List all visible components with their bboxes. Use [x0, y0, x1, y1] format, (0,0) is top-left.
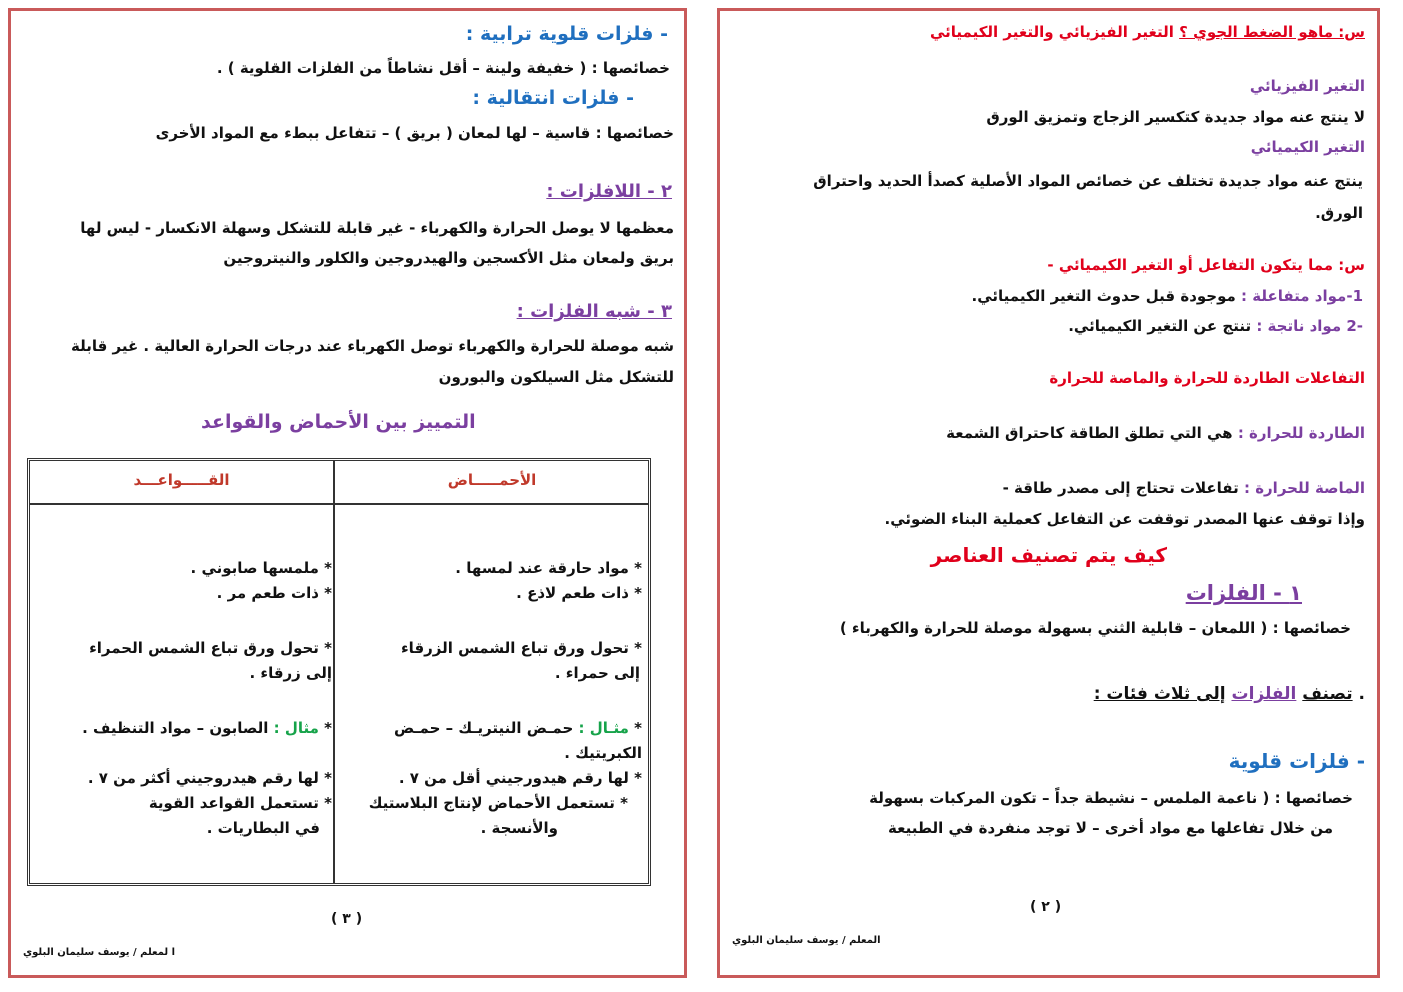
products-text: تنتج عن التغير الكيميائي.	[1068, 317, 1252, 335]
products-label: -2 مواد ناتجة :	[1256, 317, 1363, 335]
acid-example-label: مثـال :	[578, 719, 629, 737]
alkali-heading: - فلزات قلوية	[1228, 749, 1365, 773]
acid-prop-2: * ذات طعم لاذع .	[516, 584, 642, 602]
physical-change-label: التغير الفيزيائي	[1249, 77, 1365, 95]
base-example-text: الصابون – مواد التنظيف .	[82, 719, 269, 737]
base-prop-4: * لها رقم هيدروجيني أكثر من ٧ .	[87, 769, 332, 787]
exothermic-label: الطاردة للحرارة :	[1237, 424, 1365, 442]
nonmetals-heading: ٢ - اللافلزات :	[546, 181, 672, 202]
alkaline-earth-heading: - فلزات قلوية ترابية :	[465, 23, 668, 45]
question-1-prefix: س: ماهو الضغط الجوي ؟	[1179, 23, 1365, 41]
acid-prop-5: * تستعمل الأحماض لإنتاج البلاستيك	[368, 794, 628, 812]
acids-header: الأحمـــــاض	[447, 471, 537, 489]
acids-bases-table	[27, 458, 651, 886]
endothermic-line	[1003, 477, 1365, 499]
base-example-star: *	[324, 719, 332, 737]
teacher-name: ا لمعلم / يوسف سليمان البلوي	[23, 947, 176, 958]
table-header-divider	[30, 503, 648, 505]
classified-word-rest: إلى ثلاث فئات :	[1093, 684, 1226, 704]
metals-heading: ١ - الفلزات	[1185, 581, 1302, 605]
base-prop-3: * تحول ورق تباع الشمس الحمراء	[89, 639, 332, 657]
question-2: س: مما يتكون التفاعل أو التغير الكيميائي -	[1047, 256, 1365, 274]
classify-heading: كيف يتم تصنيف العناصر	[930, 543, 1167, 567]
exothermic-text: هي التي تطلق الطاقة كاحتراق الشمعة	[946, 424, 1233, 442]
chemical-change-text-1: ينتج عنه مواد جديدة تختلف عن خصائص المواد الأصلية كصدأ الحديد واحتراق	[813, 172, 1363, 190]
question-1-rest: التغير الفيزيائي والتغير الكيميائي	[929, 23, 1174, 41]
classified-line	[1094, 681, 1365, 707]
classified-word-1: تصنف	[1302, 684, 1353, 704]
exothermic-line	[946, 422, 1365, 444]
acid-example-2: الكبريتيك .	[564, 744, 642, 762]
question-1	[930, 21, 1365, 43]
base-example-label: مثال :	[273, 719, 319, 737]
acid-example-text: حمـض النيتريـك – حمـض	[393, 719, 574, 737]
table-divider	[333, 461, 335, 883]
nonmetals-line-2: بريق ولمعان مثل الأكسجين والهيدروجين والكلور والنيتروجين	[223, 249, 674, 267]
alkaline-earth-props: خصائصها : ( خفيفة ولينة – أقل نشاطاً من الفلزات القلوية ) .	[216, 59, 670, 77]
classified-word-metals: الفلزات	[1231, 684, 1297, 704]
acid-prop-5b: والأنسجة .	[480, 819, 558, 837]
alkali-props-1: خصائصها : ( ناعمة الملمس – نشيطة جداً – تكون المركبات بسهولة	[869, 789, 1353, 807]
acid-example-star: *	[634, 719, 642, 737]
page-2	[717, 8, 1380, 978]
table-title: التمييز بين الأحماض والقواعد	[201, 411, 476, 433]
endothermic-text-2: وإذا توقف عنها المصدر توقفت عن التفاعل كعملية البناء الضوئي.	[884, 510, 1365, 528]
metals-props: خصائصها : ( اللمعان – قابلية الثني بسهولة موصلة للحرارة والكهرباء )	[839, 619, 1351, 637]
teacher-name: المعلم / يوسف سليمان البلوي	[732, 935, 881, 946]
endothermic-label: الماصة للحرارة :	[1243, 479, 1365, 497]
acid-prop-3: * تحول ورق تباع الشمس الزرقاء	[401, 639, 642, 657]
metalloids-line-1: شبه موصلة للحرارة والكهرباء توصل الكهرباء عند درجات الحرارة العالية . غير قابلة	[70, 337, 674, 355]
acid-prop-4: * لها رقم هيدورجيني أقل من ٧ .	[398, 769, 642, 787]
classified-dot: .	[1358, 684, 1365, 704]
acid-example	[394, 717, 642, 739]
chemical-change-text-2: الورق.	[1315, 204, 1363, 222]
chemical-change-label: التغير الكيميائي	[1250, 138, 1365, 156]
endothermic-text: تفاعلات تحتاج إلى مصدر طاقة -	[1002, 479, 1239, 497]
reactions-heading: التفاعلات الطاردة للحرارة والماصة للحرارة	[1049, 369, 1365, 387]
nonmetals-line-1: معظمها لا يوصل الحرارة والكهرباء - غير قابلة للتشكل وسهلة الانكسار - ليس لها	[80, 219, 674, 237]
physical-change-text: لا ينتج عنه مواد جديدة كتكسير الزجاج وتمزيق الورق	[986, 108, 1365, 126]
reactants-text: موجودة قبل حدوث التغير الكيميائي.	[971, 287, 1236, 305]
page-3	[8, 8, 687, 978]
bases-header: القـــــواعـــد	[133, 471, 230, 489]
base-prop-1: * ملمسها صابوني .	[190, 559, 332, 577]
page-number: ( ٢ )	[1030, 899, 1062, 915]
alkali-props-2: من خلال تفاعلها مع مواد أخرى – لا توجد منفردة في الطبيعة	[888, 819, 1333, 837]
acid-prop-3b: إلى حمراء .	[554, 664, 640, 682]
base-prop-3b: إلى زرقاء .	[249, 664, 332, 682]
page-number: ( ٣ )	[331, 911, 363, 927]
transition-props: خصائصها : قاسية – لها لمعان ( بريق ) – تتفاعل ببطء مع المواد الأخرى	[155, 124, 674, 142]
metalloids-line-2: للتشكل مثل السيلكون والبورون	[438, 368, 674, 386]
base-prop-2: * ذات طعم مر .	[216, 584, 332, 602]
base-prop-5: * تستعمل القواعد القوية	[148, 794, 332, 812]
metalloids-heading: ٣ - شبه الفلزات :	[516, 301, 672, 322]
products-line	[1068, 315, 1363, 337]
acid-prop-1: * مواد حارقة عند لمسها .	[455, 559, 642, 577]
reactants-label: 1-مواد متفاعلة :	[1241, 287, 1363, 305]
base-example	[82, 717, 332, 739]
transition-heading: - فلزات انتقالية :	[472, 87, 634, 109]
base-prop-5b: في البطاريات .	[206, 819, 320, 837]
reactants-line	[972, 285, 1364, 307]
